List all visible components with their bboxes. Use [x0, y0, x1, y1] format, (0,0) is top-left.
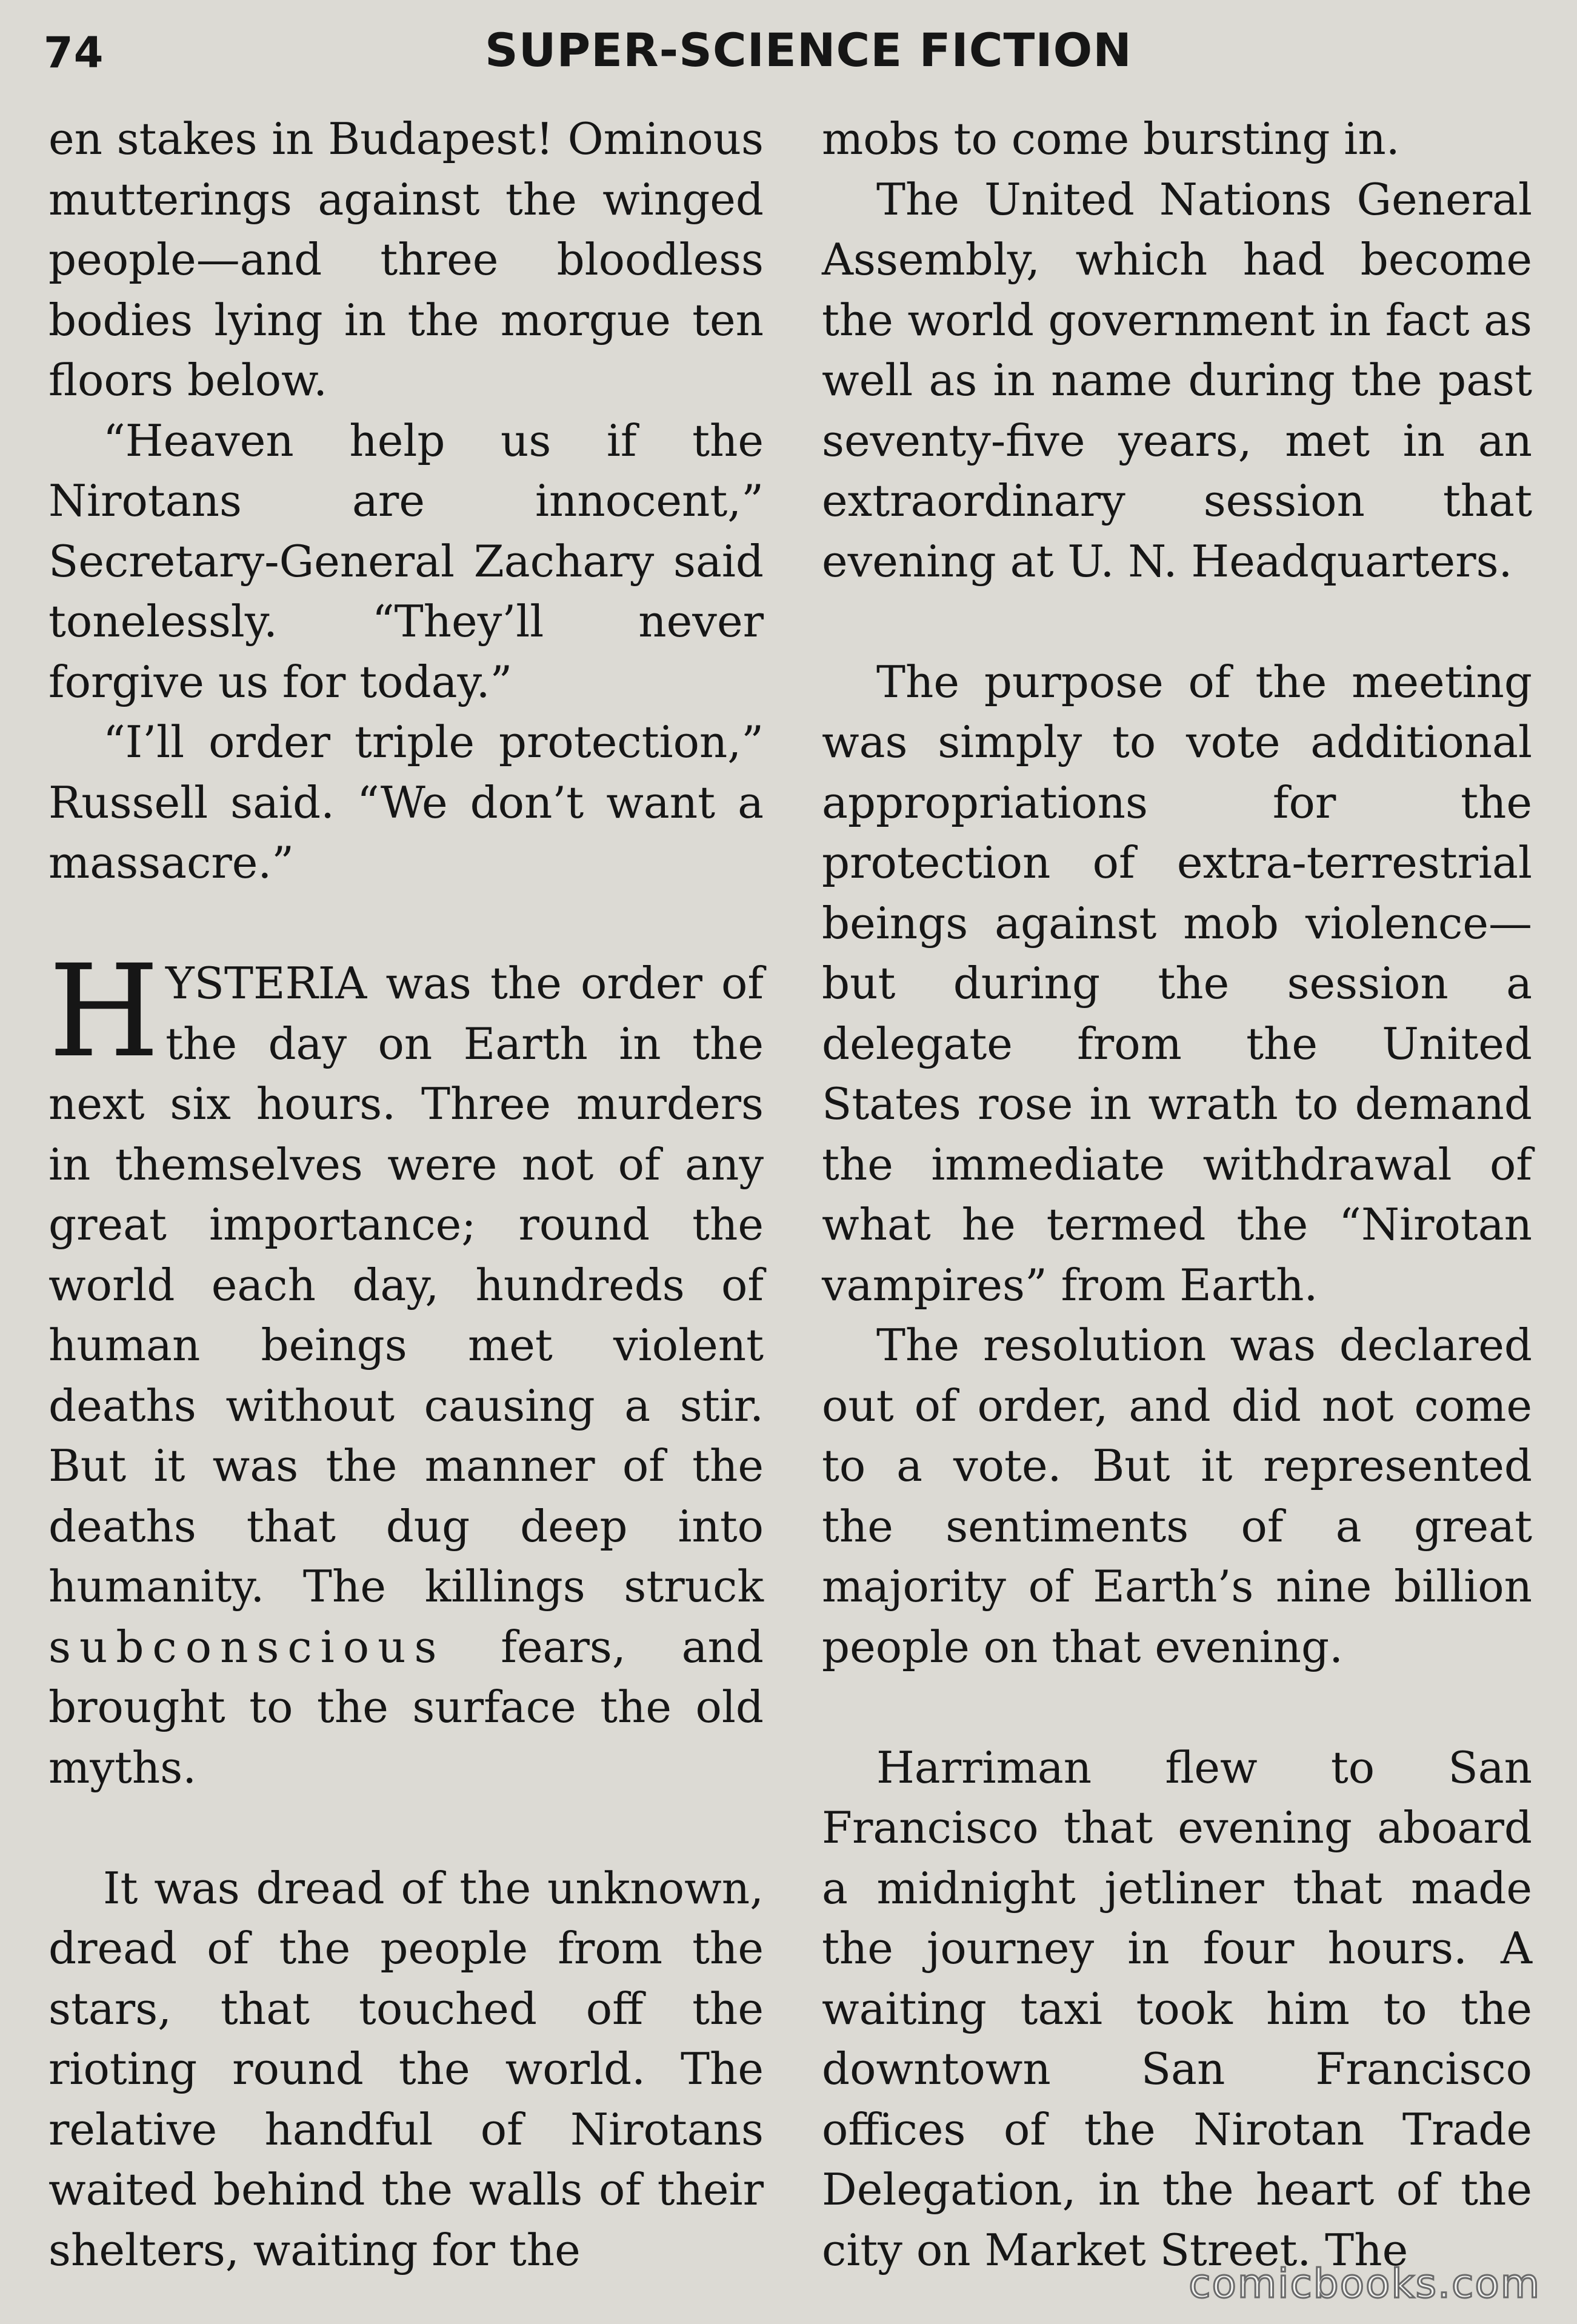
- section-break: [822, 1677, 1532, 1738]
- paragraph: Harriman flew to San Francisco that evening aboard a midnight jetliner that made the journey in four hours. A waiting taxi took him to the downtown San Francisco offices of the Nirotan Trade Delegation, in the heart of the city on Market Street. The: [822, 1741, 1532, 2276]
- paragraph: en stakes in Budapest! Ominous mutterings against the winged people—and three bloodless bodies lying in the morgue ten floors below.: [48, 113, 764, 406]
- paragraph: The United Nations General Assembly, which had become the world government in fact as well as in name during the past seventy-five years, met in an extraordinary session that evening at U. N. Headquarters.: [822, 173, 1532, 587]
- section-break: [48, 1798, 764, 1858]
- paragraph-with-dropcap: [48, 937, 764, 1798]
- spaced-word: subconscious: [48, 1621, 445, 1672]
- paragraph: It was dread of the unknown, dread of the people from the stars, that touched off the rioting round the world. The relative handful of Nirotans waited behind the walls of their shelters, waiting for the: [48, 1862, 764, 2276]
- right-column: [822, 109, 1532, 2280]
- drop-cap: H: [48, 937, 160, 1086]
- section-break: [822, 592, 1532, 652]
- page-header: [0, 23, 1577, 90]
- watermark: comicbooks.com: [1189, 2260, 1541, 2307]
- paragraph-text-end: fears, and brought to the surface the old myths.: [48, 1621, 764, 1793]
- paragraph: mobs to come bursting in.: [822, 113, 1400, 164]
- running-head: SUPER-SCIENCE FICTION: [485, 23, 1132, 77]
- paragraph: “Heaven help us if the Nirotans are innocent,” Secretary-General Zachary said tonelessly. “They’ll never forgive us for today.”: [48, 415, 764, 707]
- page-number: 74: [44, 28, 104, 78]
- left-column: [48, 109, 764, 2280]
- paragraph: The resolution was declared out of order, and did not come to a vote. But it represented the sentiments of a great majority of Earth’s nine billion people on that evening.: [822, 1320, 1532, 1672]
- paragraph: “I’ll order triple protection,” Russell said. “We don’t want a massacre.”: [48, 716, 764, 888]
- paragraph: The purpose of the meeting was simply to vote additional appropriations for the protection of extra-terrestrial beings against mob violence—but during the session a delegate from the United States rose in wrath to demand the immediate withdrawal of what he termed the “Nirotan vampires” from Earth.: [822, 656, 1532, 1311]
- paragraph-text: YSTERIA was the order of the day on Earth in the next six hours. Three murders in themselves were not of any great importance; round the world each day, hundreds of human beings met violent deaths without causing a stir. But it was the manner of the deaths that dug deep into humanity. The killings struck: [48, 958, 764, 1612]
